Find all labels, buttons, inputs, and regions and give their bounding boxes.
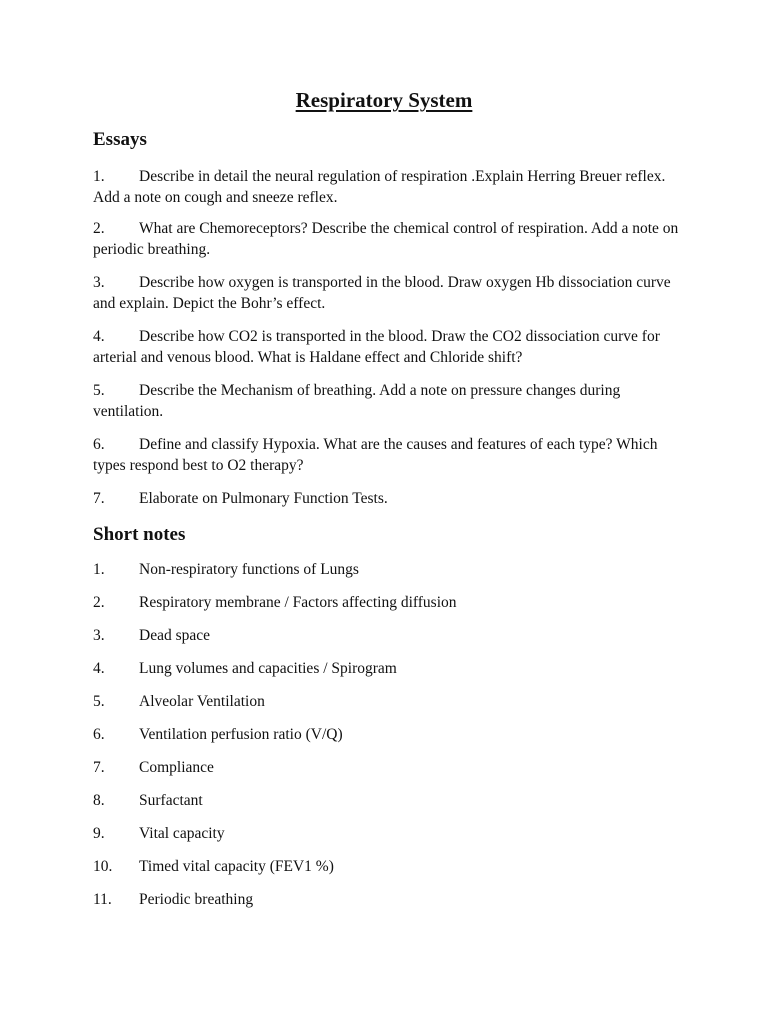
short-note-item-3	[93, 625, 683, 646]
essay-number: 6.	[93, 436, 105, 453]
note-number: 10.	[93, 858, 113, 875]
note-text: Surfactant	[139, 792, 203, 809]
essay-text: Elaborate on Pulmonary Function Tests.	[139, 490, 388, 507]
essay-text: Describe in detail the neural regulation of respiration .Explain Herring Breuer reflex. Add a note on cough and sneeze reflex.	[93, 168, 666, 206]
essay-number: 3.	[93, 274, 105, 291]
note-number: 4.	[93, 660, 105, 677]
essay-text: Define and classify Hypoxia. What are the causes and features of each type? Which types respond best to O2 therapy?	[93, 436, 658, 474]
essay-item-4	[93, 326, 683, 368]
short-note-item-11	[93, 889, 683, 910]
essay-number: 7.	[93, 490, 105, 507]
note-text: Ventilation perfusion ratio (V/Q)	[139, 726, 343, 743]
short-note-item-8	[93, 790, 683, 811]
note-text: Respiratory membrane / Factors affecting diffusion	[139, 594, 457, 611]
short-note-item-10	[93, 856, 683, 877]
note-text: Dead space	[139, 627, 210, 644]
short-note-item-9	[93, 823, 683, 844]
short-note-item-1	[93, 559, 683, 580]
note-number: 5.	[93, 693, 105, 710]
note-text: Timed vital capacity (FEV1 %)	[139, 858, 334, 875]
page-title	[0, 87, 768, 113]
note-number: 6.	[93, 726, 105, 743]
essay-text: Describe how CO2 is transported in the blood. Draw the CO2 dissociation curve for arterial and venous blood. What is Haldane effect and Chloride shift?	[93, 328, 660, 366]
note-number: 1.	[93, 561, 105, 578]
note-number: 2.	[93, 594, 105, 611]
essays-heading: Essays	[93, 129, 147, 150]
note-number: 8.	[93, 792, 105, 809]
short-note-item-4	[93, 658, 683, 679]
essay-number: 1.	[93, 168, 105, 185]
page-title-text: Respiratory System	[295, 88, 473, 112]
note-text: Non-respiratory functions of Lungs	[139, 561, 359, 578]
essay-number: 2.	[93, 220, 105, 237]
essay-item-2	[93, 218, 683, 260]
note-text: Vital capacity	[139, 825, 225, 842]
essay-item-7	[93, 488, 683, 509]
essay-number: 4.	[93, 328, 105, 345]
essay-item-6	[93, 434, 683, 476]
essay-item-5	[93, 380, 683, 422]
short-note-item-7	[93, 757, 683, 778]
essay-item-1	[93, 166, 683, 208]
note-number: 9.	[93, 825, 105, 842]
note-number: 3.	[93, 627, 105, 644]
short-notes-heading: Short notes	[93, 524, 186, 545]
short-note-item-5	[93, 691, 683, 712]
note-number: 11.	[93, 891, 112, 908]
note-text: Alveolar Ventilation	[139, 693, 265, 710]
note-number: 7.	[93, 759, 105, 776]
note-text: Periodic breathing	[139, 891, 254, 908]
note-text: Lung volumes and capacities / Spirogram	[139, 660, 397, 677]
short-note-item-6	[93, 724, 683, 745]
essay-text: Describe how oxygen is transported in the blood. Draw oxygen Hb dissociation curve and explain. Depict the Bohr’s effect.	[93, 274, 671, 312]
short-note-item-2	[93, 592, 683, 613]
essay-text: Describe the Mechanism of breathing. Add a note on pressure changes during ventilation.	[93, 382, 621, 420]
essay-text: What are Chemoreceptors? Describe the chemical control of respiration. Add a note on periodic breathing.	[93, 220, 679, 258]
essay-number: 5.	[93, 382, 105, 399]
note-text: Compliance	[139, 759, 214, 776]
essay-item-3	[93, 272, 683, 314]
